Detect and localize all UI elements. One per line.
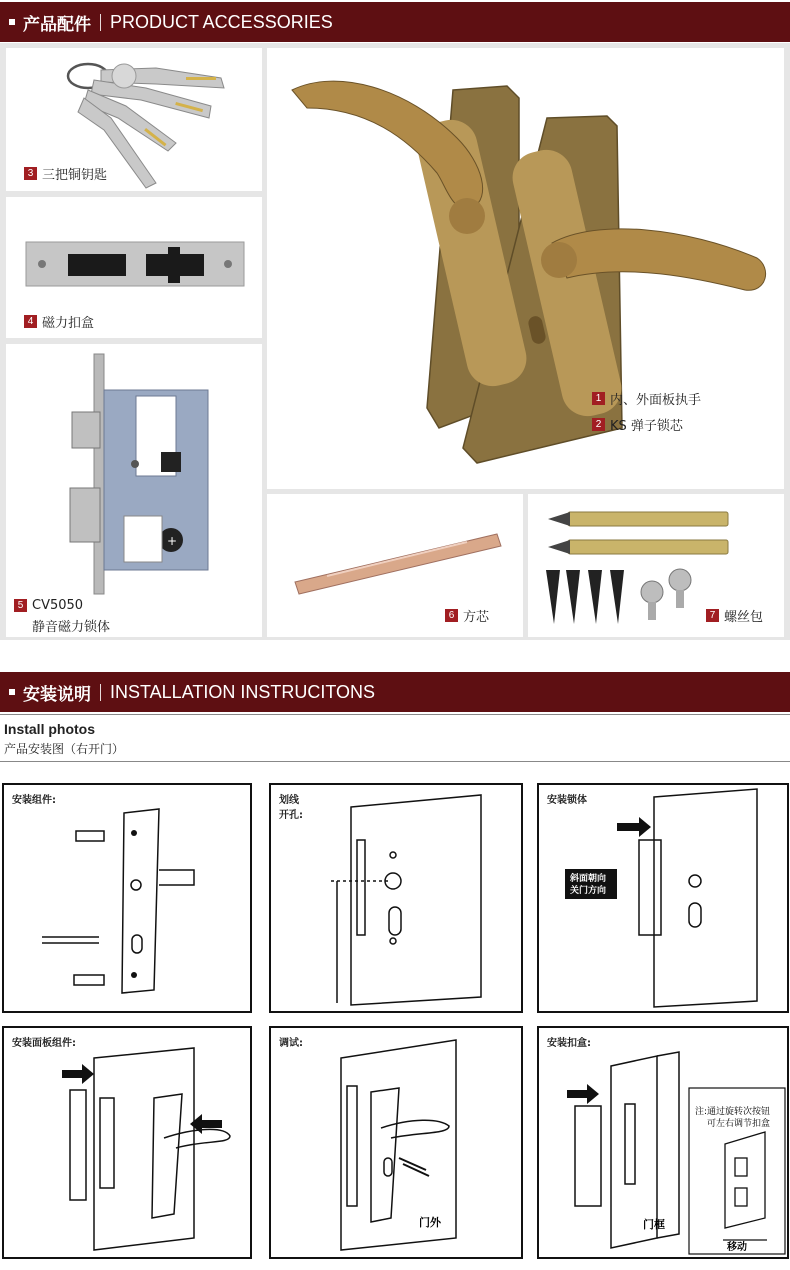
- label-strike-box: [24, 312, 94, 331]
- divider-top: [0, 714, 790, 715]
- accessories-header: [0, 2, 790, 42]
- title-separator: [100, 684, 101, 701]
- bullet-square-icon: [9, 19, 15, 25]
- label-spindle: [445, 606, 489, 625]
- step-5-caption: 门外: [419, 1216, 441, 1229]
- label-screws-text: 螺丝包: [724, 610, 764, 625]
- label-keys-text: 三把铜钥匙: [42, 168, 108, 183]
- label-lock-model: CV5050: [32, 598, 84, 613]
- svg-text:+: +: [167, 534, 178, 548]
- badge-6: 6: [445, 609, 458, 622]
- handles-image: [267, 48, 784, 489]
- step-2-diagram: [271, 785, 521, 1011]
- badge-1: 1: [592, 392, 605, 405]
- step-2-title: [279, 791, 303, 821]
- label-cylinder: [592, 415, 683, 434]
- label-lock-body-text: 静音磁力锁体: [32, 620, 111, 635]
- step-install-lock-body: [537, 783, 789, 1013]
- step-6-move-label: 移动: [727, 1242, 747, 1253]
- cell-screws: [528, 494, 784, 637]
- accessories-title-en: PRODUCT ACCESSORIES: [110, 11, 333, 32]
- label-spindle-text: 方芯: [463, 610, 490, 625]
- divider-bottom: [0, 761, 790, 762]
- step-3-diagram: [539, 785, 787, 1011]
- step-5-title: 调试:: [279, 1038, 303, 1049]
- badge-7: 7: [706, 609, 719, 622]
- step-6-title: 安装扣盒:: [547, 1038, 591, 1049]
- badge-5: 5: [14, 599, 27, 612]
- badge-2: 2: [592, 418, 605, 431]
- accessories-title-cn: 产品配件: [23, 14, 91, 35]
- label-keys: [24, 164, 107, 183]
- lock-body-image: [6, 344, 262, 637]
- cell-spindle: [267, 494, 523, 637]
- installation-title-en: INSTALLATION INSTRUCITONS: [110, 681, 376, 702]
- step-6-note-line1: 注:通过旋转次按钮: [695, 1107, 771, 1117]
- step-3-note-line2: 关门方向: [570, 886, 607, 896]
- step-6-diagram: [539, 1028, 787, 1257]
- step-4-diagram: [4, 1028, 250, 1257]
- step-2-title-line1: 划线: [279, 795, 299, 806]
- label-cylinder-text: KS 弹子锁芯: [610, 419, 683, 434]
- step-install-strike: [537, 1026, 789, 1259]
- step-5-diagram: [271, 1028, 521, 1257]
- badge-4: 4: [24, 315, 37, 328]
- step-install-components: [2, 783, 252, 1013]
- step-6-note-line2: 可左右调节扣盒: [707, 1119, 771, 1129]
- step-3-note-line1: 斜面朝向: [570, 874, 607, 884]
- step-2-title-line2: 开孔:: [279, 810, 303, 821]
- install-photos-title: Install photos: [4, 721, 95, 737]
- label-handles: [592, 389, 701, 408]
- bullet-square-icon: [9, 689, 15, 695]
- label-strike-box-text: 磁力扣盒: [42, 316, 95, 331]
- step-4-title: 安装面板组件:: [12, 1038, 76, 1049]
- step-1-diagram: [4, 785, 250, 1011]
- installation-title-cn: 安装说明: [23, 684, 91, 705]
- cell-handles: [267, 48, 784, 489]
- cell-strike-box: [6, 197, 262, 338]
- step-install-panels: [2, 1026, 252, 1259]
- step-3-title: 安装锁体: [547, 795, 587, 806]
- install-photos-subtitle: 产品安装图（右开门）: [4, 742, 125, 756]
- title-separator: [100, 14, 101, 31]
- step-6-caption: 门框: [643, 1218, 665, 1231]
- step-1-title: 安装组件:: [12, 795, 56, 806]
- installation-header: [0, 672, 790, 712]
- label-screws: [706, 606, 763, 625]
- label-handles-text: 内、外面板执手: [610, 393, 702, 408]
- step-adjust: [269, 1026, 523, 1259]
- cell-keys: [6, 48, 262, 191]
- label-lock-body-2: [32, 616, 110, 635]
- cell-lock-body: [6, 344, 262, 637]
- badge-3: 3: [24, 167, 37, 180]
- step-mark-drill: [269, 783, 523, 1013]
- label-lock-body: [14, 598, 83, 613]
